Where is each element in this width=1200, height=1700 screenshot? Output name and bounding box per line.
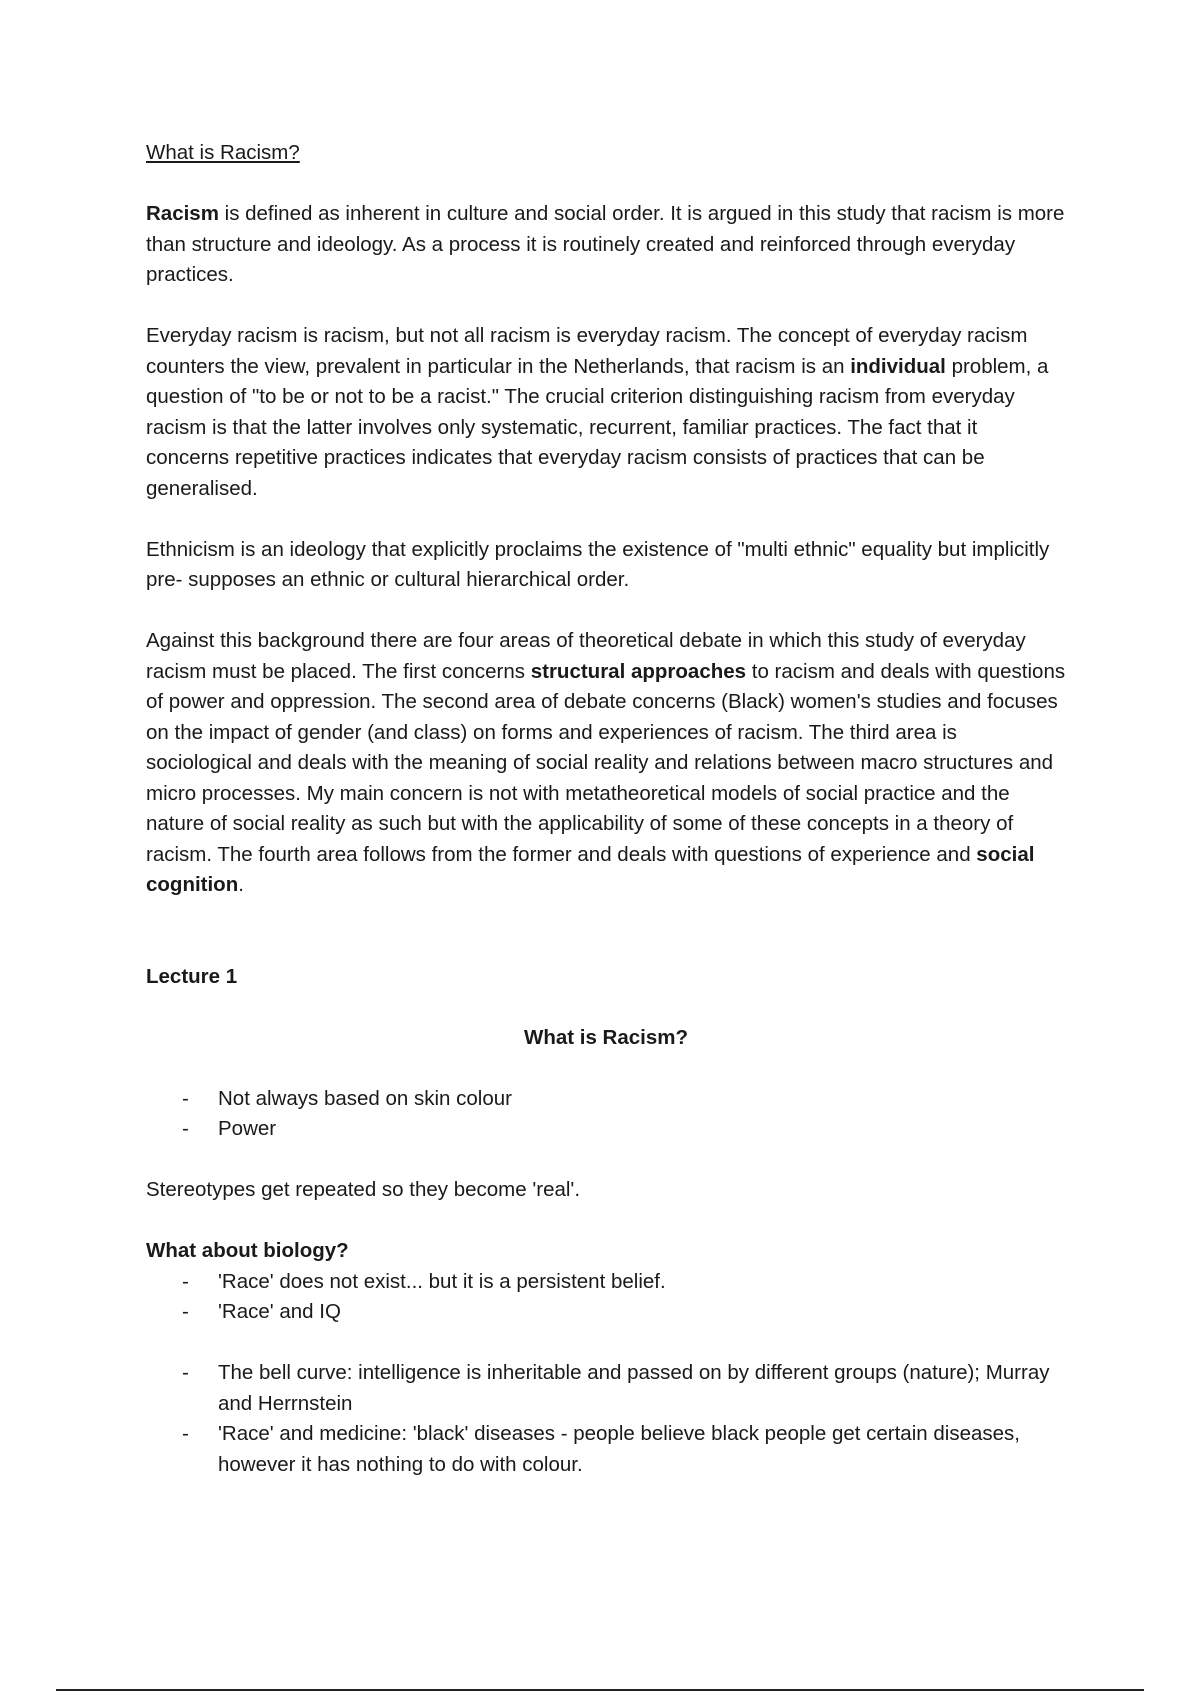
bold-term-racism: Racism [146,202,219,225]
document-page [146,138,1066,1480]
racism-points-list [146,1084,1066,1145]
paragraph-everyday-racism: Everyday racism is racism, but not all racism is everyday racism. The concept of everyday racism counters the view, prevalent in particular in the Netherlands, that racism is an individual problem, a question of "to be or not to be a racist." The crucial criterion distinguishing racism from everyday racism is that the latter involves only systematic, recurrent, familiar practices. The fact that it concerns repetitive practices indicates that everyday racism consists of practices that can be generalised. [146,324,1049,500]
paragraph-theoretical-debate: Against this background there are four areas of theoretical debate in which this study of everyday racism must be placed. The first concerns structural approaches to racism and deals with questions of power and oppression. The second area of debate concerns (Black) women's studies and focuses on the impact of gender (and class) on forms and experiences of racism. The third area is sociological and deals with the meaning of social reality and relations between macro structures and micro processes. My main concern is not with metatheoretical models of social practice and the nature of social reality as such but with the applicability of some of these concepts in a theory of racism. The fourth area follows from the former and deals with questions of experience and social cognition. [146,629,1066,896]
bold-term-individual: individual [850,354,946,378]
bold-term-structural-approaches: structural approaches [530,659,747,683]
lecture-title: What is Racism? [523,1025,689,1049]
biology-list [146,1267,1066,1328]
section-heading: What is Racism? [146,141,300,164]
paragraph-racism-definition: Racism is defined as inherent in culture and social order. It is argued in this study that racism is more than structure and ideology. As a process it is routinely created and reinforced through everyday practices. [146,202,1065,286]
stereotypes-line: Stereotypes get repeated so they become 'real'. [146,1178,581,1201]
list-item: - Not always based on skin colour [146,1084,1066,1115]
page-bottom-rule [56,1689,1144,1691]
lecture-label: Lecture 1 [146,964,238,988]
list-item: - The bell curve: intelligence is inheritable and passed on by different groups (nature); Murray and Herrnstein [146,1358,1066,1419]
bold-term-social-cognition: social cognition [146,842,1035,896]
paragraph-ethnicism: Ethnicism is an ideology that explicitly proclaims the existence of "multi ethnic" equality but implicitly pre- supposes an ethnic or cultural hierarchical order. [146,537,1050,591]
list-item: - Power [146,1114,1066,1145]
list-item: - 'Race' does not exist... but it is a persistent belief. [146,1267,1066,1298]
biology-detail-list [146,1358,1066,1480]
biology-heading: What about biology? [146,1239,349,1262]
list-item: - 'Race' and IQ [146,1297,1066,1328]
list-item: - 'Race' and medicine: 'black' diseases - people believe black people get certain diseases, however it has nothing to do with colour. [146,1419,1066,1480]
